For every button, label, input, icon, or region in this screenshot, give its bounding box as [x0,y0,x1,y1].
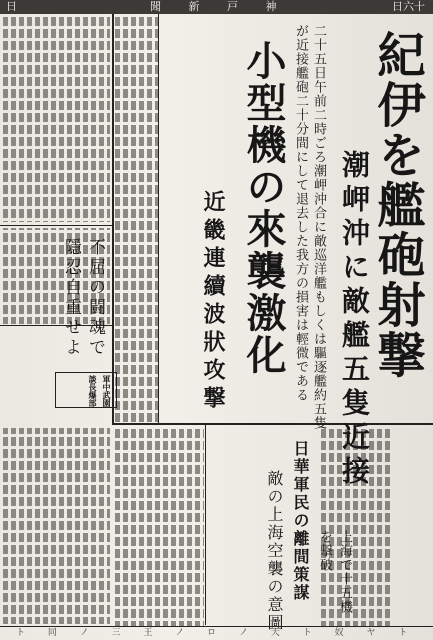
masthead-left-text: 日 [6,0,17,13]
main-headline: 紀伊を艦砲射撃 [369,30,425,380]
side-heading-line-1: 不屈の闘魂で [85,238,105,358]
masthead-bar [0,0,433,14]
badge-line-2: 談長爆部 [88,375,98,407]
lower-subhead: 敵の上海空襲の意圖 [265,470,284,632]
body-text-texture [114,428,204,626]
sub-headline: 潮岬沖に敵艦五隻近接 [338,150,371,490]
waves-headline: 近畿連續波狀攻撃 [200,190,226,414]
column-rule [158,14,159,424]
body-text-texture [114,16,158,424]
lead-line-2: が近接艦砲二十分間にして退去した我方の損害は輕微である [293,24,308,402]
badge-line-1: 軍中武園 [102,375,112,407]
lower-headline: 日華軍民の離間策謀 [291,440,310,602]
footer-text: ト 同 ノ 三 王 ノ ロ ノ 天 ト 奴 ヤ ト [16,628,418,638]
lead-line-1: 二十五日午前二時ごろ潮岬沖合に敵巡洋艦もしくは驅逐艦約五隻 [311,24,326,430]
byline-box [55,372,117,408]
masthead-right-text: 日六十 [392,0,425,13]
masthead-center-text: 聞 新 戸 神 [150,0,289,13]
section-rule [112,423,433,425]
lower-small-2: を撃破 [317,530,332,572]
side-heading-line-2: 隱忍自重せよ [61,238,81,358]
lower-small-1: 上海で十五機 [337,530,352,614]
column-rule [205,425,206,625]
planes-headline: 小型機の來襲激化 [240,40,287,376]
